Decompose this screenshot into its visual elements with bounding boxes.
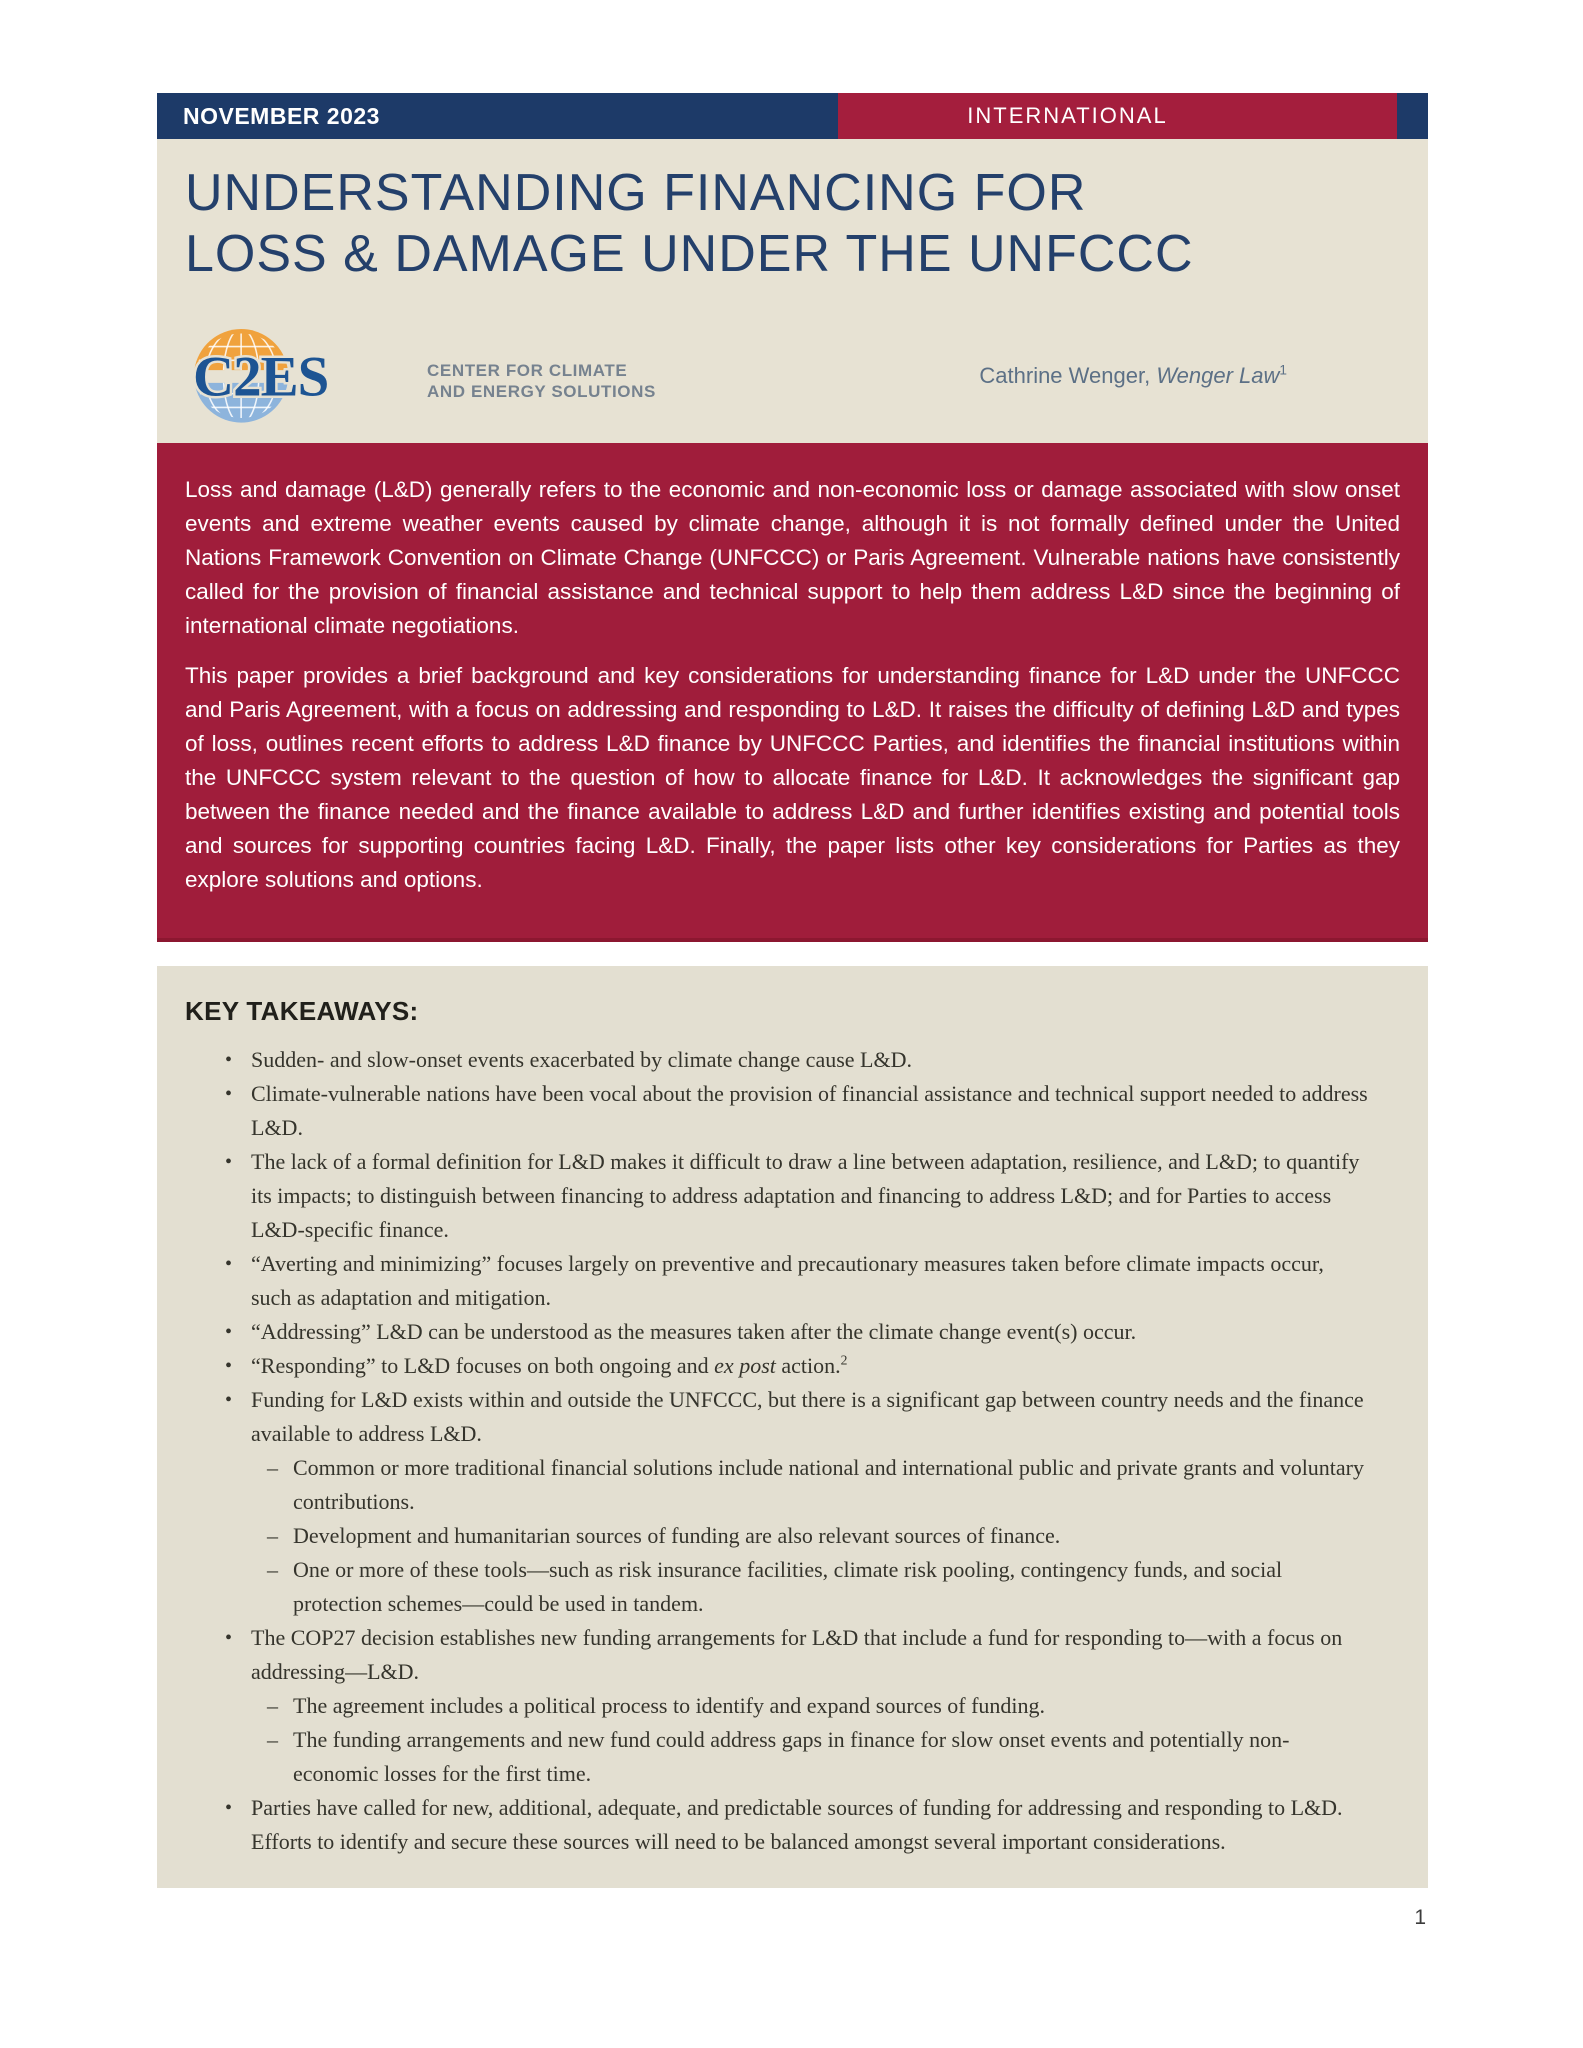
takeaway-subitem xyxy=(185,1451,1368,1519)
takeaway-text: “Responding” to L&D focuses on both ongoing and ex post action.$^2$ xyxy=(251,1352,848,1378)
takeaway-text: The agreement includes a political process to identify and expand sources of funding. xyxy=(293,1693,1046,1718)
abstract-paragraph: Loss and damage (L&D) generally refers to the economic and non-economic loss or damage associated with slow onset events and extreme weather events caused by climate change, although it is not formally defined under the United Nations Framework Convention on Climate Change (UNFCCC) or Paris Agreement. Vulnerable nations have consistently called for the provision of financial assistance and technical support to help them address L&D since the beginning of international climate negotiations. xyxy=(185,477,1400,638)
takeaway-text: “Averting and minimizing” focuses largely on preventive and precautionary measures taken before climate impacts occur, such as adaptation and mitigation. xyxy=(251,1251,1324,1310)
dash-marker: – xyxy=(267,1523,278,1548)
takeaway-text: “Addressing” L&D can be understood as the measures taken after the climate change event(s) occur. xyxy=(251,1319,1137,1344)
bullet-marker: • xyxy=(225,1627,233,1649)
bullet-marker: • xyxy=(225,1083,233,1105)
bullet-marker: • xyxy=(225,1797,233,1819)
takeaway-text: Climate-vulnerable nations have been vocal about the provision of financial assistance and technical support needed to address L&D. xyxy=(251,1081,1368,1140)
bullet-marker: • xyxy=(225,1389,233,1411)
takeaway-item xyxy=(185,1791,1368,1859)
abstract-paragraph: This paper provides a brief background and key considerations for understanding finance for L&D under the UNFCCC and Paris Agreement, with a focus on addressing and responding to L&D. It raises the difficulty of defining L&D and types of loss, outlines recent efforts to address L&D finance by UNFCCC Parties, and identifies the financial institutions within the UNFCCC system relevant to the question of how to allocate finance for L&D. It acknowledges the significant gap between the finance needed and the finance available to address L&D and further identifies existing and potential tools and sources for supporting countries facing L&D. Finally, the paper lists other key considerations for Parties as they explore solutions and options. xyxy=(185,663,1400,892)
c2es-logo xyxy=(185,321,656,431)
takeaway-item xyxy=(185,1077,1368,1145)
takeaway-text: One or more of these tools—such as risk insurance facilities, climate risk pooling, contingency funds, and social protection schemes—could be used in tandem. xyxy=(293,1557,1283,1616)
bullet-marker: • xyxy=(225,1151,233,1173)
dash-marker: – xyxy=(267,1727,278,1752)
author-footnote-marker: 1 xyxy=(1279,362,1287,378)
category-banner xyxy=(838,93,1397,139)
takeaway-text: Common or more traditional financial solutions include national and international public and private grants and voluntary contributions. xyxy=(293,1455,1365,1514)
header-endcap xyxy=(1397,93,1428,139)
c2es-acronym: C2ES xyxy=(193,345,329,409)
takeaway-subitem xyxy=(185,1723,1368,1791)
bullet-marker: • xyxy=(225,1049,233,1071)
takeaways-list xyxy=(185,1043,1368,1859)
takeaway-item xyxy=(185,1383,1368,1451)
issue-date xyxy=(157,93,838,139)
author-name: Cathrine Wenger, xyxy=(979,363,1157,388)
takeaway-text: Sudden- and slow-onset events exacerbated by climate change cause L&D. xyxy=(251,1047,912,1072)
header-bar xyxy=(157,93,1428,139)
title-section xyxy=(157,139,1428,443)
dash-marker: – xyxy=(267,1693,278,1718)
bullet-marker: • xyxy=(225,1321,233,1343)
takeaway-item xyxy=(185,1247,1368,1315)
takeaway-subitem xyxy=(185,1553,1368,1621)
takeaway-item xyxy=(185,1145,1368,1247)
page-number: 1 xyxy=(1414,1906,1426,1929)
c2es-caption-line2: AND ENERGY SOLUTIONS xyxy=(427,382,656,401)
bullet-marker: • xyxy=(225,1253,233,1275)
takeaway-text: The funding arrangements and new fund could address gaps in finance for slow onset events and potentially non-economic losses for the first time. xyxy=(293,1727,1290,1786)
takeaways-heading: KEY TAKEAWAYS: xyxy=(185,996,419,1026)
issue-date-label: NOVEMBER 2023 xyxy=(183,102,380,129)
globe-icon xyxy=(185,321,421,431)
page-title-line1: UNDERSTANDING FINANCING FOR xyxy=(185,164,1087,222)
dash-marker: – xyxy=(267,1455,278,1480)
author-affiliation: Wenger Law xyxy=(1156,363,1280,388)
abstract-box xyxy=(157,443,1428,942)
takeaway-item xyxy=(185,1349,1368,1383)
category-label: INTERNATIONAL xyxy=(967,103,1168,128)
takeaway-item xyxy=(185,1315,1368,1349)
c2es-caption xyxy=(427,360,656,402)
takeaway-item xyxy=(185,1621,1368,1689)
takeaway-item xyxy=(185,1043,1368,1077)
page-title-line2: LOSS & DAMAGE UNDER THE UNFCCC xyxy=(185,225,1194,283)
bullet-marker: • xyxy=(225,1355,233,1377)
takeaway-text: Development and humanitarian sources of funding are also relevant sources of finance. xyxy=(293,1523,1061,1548)
hero-bottom-row xyxy=(185,321,1400,431)
page-title xyxy=(157,139,1428,285)
takeaway-subitem xyxy=(185,1689,1368,1723)
author-line xyxy=(979,363,1400,389)
takeaway-text: Parties have called for new, additional, adequate, and predictable sources of funding for addressing and responding to L&D. Efforts to identify and secure these sources will need to be balanced amongst several important considerations. xyxy=(251,1795,1343,1854)
dash-marker: – xyxy=(267,1557,278,1582)
takeaway-text: The lack of a formal definition for L&D makes it difficult to draw a line between adaptation, resilience, and L&D; to quantify its impacts; to distinguish between financing to address adaptation and financing to address L&D; and for Parties to access L&D-specific finance. xyxy=(251,1149,1360,1242)
takeaway-text: The COP27 decision establishes new funding arrangements for L&D that include a fund for responding to—with a focus on addressing—L&D. xyxy=(251,1625,1343,1684)
abstract-paragraphs xyxy=(185,473,1400,897)
takeaway-text: Funding for L&D exists within and outside the UNFCCC, but there is a significant gap between country needs and the finance available to address L&D. xyxy=(251,1387,1364,1446)
takeaway-subitem xyxy=(185,1519,1368,1553)
c2es-caption-line1: CENTER FOR CLIMATE xyxy=(427,361,628,380)
key-takeaways-box xyxy=(157,966,1428,1888)
